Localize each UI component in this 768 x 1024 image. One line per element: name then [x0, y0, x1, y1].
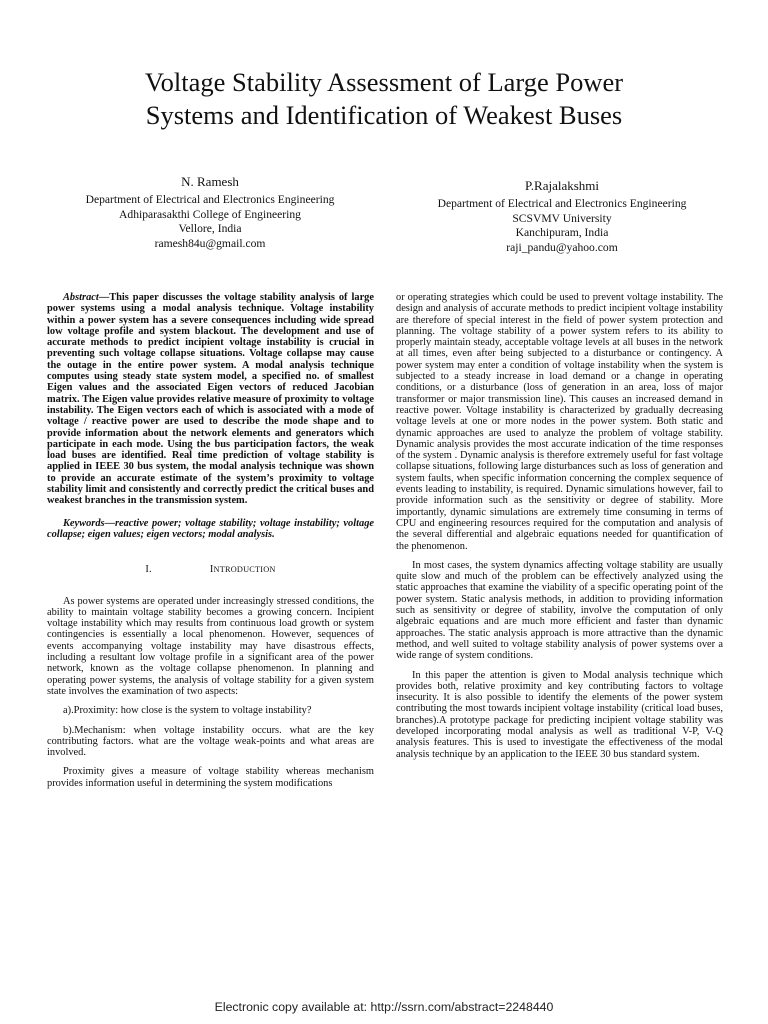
- author-block-1: [40, 173, 380, 251]
- author-location: Kanchipuram, India: [515, 226, 609, 239]
- author-location: Vellore, India: [178, 222, 242, 235]
- section-heading: [47, 564, 374, 575]
- title-line-1: Voltage Stability Assessment of Large Power: [144, 67, 624, 97]
- abstract-text: —This paper discusses the voltage stability analysis of large power systems using a modal analysis technique. Voltage instability within a power system has a severe consequences including wide spread low voltage profile and system blackout. The development and use of accurate methods to predict incipient voltage instability is crucial in preventing such voltage collapse situations. Voltage collapse may cause the outage in the entire power system. A modal analysis technique computes using steady state system model, a specified no. of smallest Eigen values and the associated Eigen vectors of reduced Jacobian matrix. The Eigen value provides relative measure of proximity to voltage instability. The Eigen vectors each of which is associated with a mode of voltage / reactive power are used to describe the mode shape and to provide information about the network elements and generators which participate in each mode. Using the bus participation factors, the weak load buses are identified. Real time prediction of voltage stability is applied in IEEE 30 bus system, the modal analysis technique was shown to provide an accurate estimate of the system’s proximity to voltage stability limit and consistently and correctly predict the critical buses and weakest branches in the transmission system.: [47, 292, 374, 507]
- left-column: [47, 292, 374, 789]
- section-title-rest: NTRODUCTION: [213, 565, 276, 575]
- author-block-2: [392, 177, 732, 255]
- author-institution: SCSVMV University: [512, 211, 612, 225]
- author-name: P.Rajalakshmi: [524, 178, 600, 193]
- author-department: Department of Electrical and Electronics Engineering: [437, 197, 687, 210]
- body-paragraph: As power systems are operated under increasingly stressed conditions, the ability to maintain voltage stability becomes a growing concern. Incipient voltage instability which may results from continuous load growth or system contingencies is essentially a local phenomenon. However, sequences of events accompanying voltage instability may have disastrous effects, including a resultant low voltage profile in a significant area of the power network, known as the voltage collapse phenomenon. In planning and operating power systems, the analysis of voltage stability for a given system state involves the examination of two aspects:: [47, 595, 374, 697]
- body-paragraph: In most cases, the system dynamics affecting voltage stability are usually quite slow and much of the problem can be effectively analyzed using the static approaches that examine the viability of a specific operating point of the power system. Static analysis methods, in addition to providing information such as sensitivity or degree of stability, involve the computation of only algebraic equations and are much more efficient and faster than dynamic approaches. The static analysis approach is more attractive than the dynamic method, and well suited to voltage stability analysis of power systems over a wide range of system conditions.: [396, 559, 723, 662]
- right-column: [396, 292, 723, 760]
- author-department: Department of Electrical and Electronics Engineering: [85, 193, 335, 206]
- keywords: Keywords—reactive power; voltage stability; voltage instability; voltage collapse; eigen values; eigen vectors; modal analysis.: [47, 517, 374, 540]
- body-paragraph: Proximity gives a measure of voltage stability whereas mechanism provides information useful in determining the system modifications: [47, 766, 374, 789]
- abstract: [47, 292, 374, 507]
- paper-title: [40, 66, 728, 132]
- author-email: raji_pandu@yahoo.com: [506, 240, 618, 254]
- author-email: ramesh84u@gmail.com: [154, 236, 266, 250]
- body-paragraph: In this paper the attention is given to Modal analysis technique which provides both, relative proximity and key contributing factors to voltage insecurity. It is also possible to identify the elements of the power system contributing the most towards incipient voltage instability (critical load buses, branches).A prototype package for predicting incipient voltage stability was developed incorporating modal analysis as well as traditional V-P, V-Q analysis features. This is used to investigate the effectiveness of the modal analysis technique by an application to the IEEE 30 bus standard system.: [396, 669, 723, 760]
- aspect-mechanism: b).Mechanism: when voltage instability occurs. what are the key contributing factors. what are the voltage weak-points and what areas are involved.: [47, 724, 374, 759]
- section-number: I.: [145, 564, 152, 576]
- ssrn-footer: Electronic copy available at: http://ssrn.com/abstract=2248440: [214, 1000, 554, 1014]
- body-paragraph: or operating strategies which could be used to prevent voltage instability. The design and analysis of accurate methods to predict incipient voltage instability are therefore of special interest in the field of power system protection and planning. The voltage stability of a power system refers to its ability to properly maintain steady, acceptable voltage levels at all buses in the network at all times, even after being subjected to a disturbance or contingency. A power system may enter a condition of voltage instability when the system is subjected to a steady increase in load demand or a change in operating conditions, or a disturbance (loss of generation in an area, loss of major transformer or major transmission line). This causes an increased demand in reactive power. Voltage instability is characterized by gradually decreasing voltage levels at one or more nodes in the power system. Both static and dynamic approaches are used to analyze the problem of voltage stability. Dynamic analysis provides the most accurate indication of the time responses of the system . Dynamic analysis is therefore extremely useful for fast voltage collapse situations, following large disturbances such as loss of generation and system faults, when specific information concerning the complex sequence of events leading to instability, is required. Dynamic simulations however, fail to provide information such as the sensitivity or degree of stability. More importantly, dynamic simulations are extremely time consuming in terms of CPU and engineering resources required for the computation and analysis of the several differential and algebraic equations needed for quantification of the phenomenon.: [396, 292, 723, 552]
- aspect-proximity: a).Proximity: how close is the system to voltage instability?: [63, 705, 312, 717]
- section-title-initial: I: [209, 564, 214, 576]
- abstract-label: Abstract: [63, 292, 99, 303]
- author-name: N. Ramesh: [181, 174, 239, 189]
- title-line-2: Systems and Identification of Weakest Buses: [145, 100, 623, 130]
- author-institution: Adhiparasakthi College of Engineering: [119, 207, 301, 221]
